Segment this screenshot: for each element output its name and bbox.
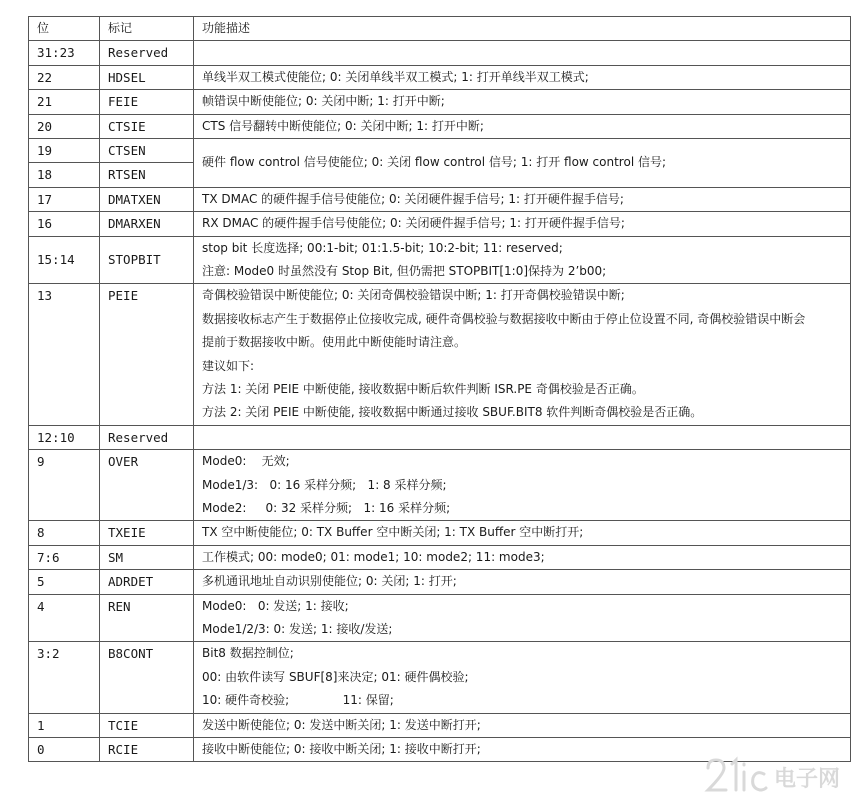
description-line: TX 空中断使能位; 0: TX Buffer 空中断关闭; 1: TX Buffer 空中断打开;: [202, 525, 584, 540]
watermark-digit-1: [732, 760, 736, 790]
field-name: CTSIE: [100, 114, 194, 138]
field-name: PEIE: [100, 284, 194, 425]
field-description: [194, 139, 851, 188]
bit-range: 17: [29, 187, 100, 211]
field-description: [194, 284, 851, 425]
bit-range: 15:14: [29, 236, 100, 284]
bit-range: 13: [29, 284, 100, 425]
field-description: [194, 570, 851, 594]
table-header-row: [29, 17, 851, 41]
field-name: Reserved: [100, 425, 194, 449]
field-description: [194, 41, 851, 65]
field-name: OVER: [100, 450, 194, 521]
description-line: 接收中断使能位; 0: 接收中断关闭; 1: 接收中断打开;: [202, 741, 481, 756]
site-watermark-logo: [702, 754, 852, 798]
header-bit: 位: [29, 17, 100, 41]
table-row: [29, 114, 851, 138]
description-line: 单线半双工模式使能位; 0: 关闭单线半双工模式; 1: 打开单线半双工模式;: [202, 69, 589, 84]
description-line: RX DMAC 的硬件握手信号使能位; 0: 关闭硬件握手信号; 1: 打开硬件握手信号;: [202, 216, 625, 231]
table-row: [29, 545, 851, 569]
table-row: [29, 713, 851, 737]
watermark-text: 电子网: [774, 767, 841, 792]
bit-range: 8: [29, 521, 100, 545]
field-description: [194, 713, 851, 737]
bit-range: 4: [29, 594, 100, 642]
register-bit-table: [28, 16, 851, 762]
description-line: 提前于数据接收中断。使用此中断使能时请注意。: [202, 335, 467, 350]
field-name: RTSEN: [100, 163, 194, 187]
table-row: [29, 65, 851, 89]
description-line: [202, 41, 850, 64]
watermark-digit-2: [708, 760, 726, 790]
table-row: [29, 139, 851, 163]
field-description: [194, 450, 851, 521]
field-name: Reserved: [100, 41, 194, 65]
header-description: 功能描述: [194, 17, 851, 41]
description-line: Bit8 数据控制位;: [202, 646, 294, 661]
field-name: HDSEL: [100, 65, 194, 89]
description-line: [202, 426, 850, 449]
field-description: [194, 65, 851, 89]
description-line: 数据接收标志产生于数据停止位接收完成, 硬件奇偶校验与数据接收中断由于停止位设置不同, 奇偶校验错误中断会: [202, 311, 806, 326]
description-line: 方法 2: 关闭 PEIE 中断使能, 接收数据中断通过接收 SBUF.BIT8 软件判断奇偶校验是否正确。: [202, 405, 703, 420]
field-name: DMATXEN: [100, 187, 194, 211]
field-name: STOPBIT: [100, 236, 194, 284]
field-name: CTSEN: [100, 139, 194, 163]
bit-range: 20: [29, 114, 100, 138]
watermark-letter-c: [753, 773, 766, 790]
description-line: Mode0: 0: 发送; 1: 接收;: [202, 598, 349, 613]
field-description: [194, 425, 851, 449]
description-line: Mode1/3: 0: 16 采样分频; 1: 8 采样分频;: [202, 477, 447, 492]
field-name: REN: [100, 594, 194, 642]
description-line: Mode2: 0: 32 采样分频; 1: 16 采样分频;: [202, 500, 451, 515]
description-line: TX DMAC 的硬件握手信号使能位; 0: 关闭硬件握手信号; 1: 打开硬件握手信号;: [202, 191, 624, 206]
bit-range: 16: [29, 212, 100, 236]
description-line: 奇偶校验错误中断使能位; 0: 关闭奇偶校验错误中断; 1: 打开奇偶校验错误中断;: [202, 288, 625, 303]
bit-range: 21: [29, 90, 100, 114]
field-name: TXEIE: [100, 521, 194, 545]
field-description: [194, 90, 851, 114]
field-description: [194, 521, 851, 545]
table-row: [29, 594, 851, 642]
description-line: 多机通讯地址自动识别使能位; 0: 关闭; 1: 打开;: [202, 574, 457, 589]
table-row: [29, 212, 851, 236]
field-description: [194, 212, 851, 236]
bit-range: 0: [29, 737, 100, 761]
description-line: CTS 信号翻转中断使能位; 0: 关闭中断; 1: 打开中断;: [202, 118, 484, 133]
table-row: [29, 187, 851, 211]
description-line: 建议如下:: [202, 358, 255, 373]
table-row: [29, 642, 851, 713]
description-line: 帧错误中断使能位; 0: 关闭中断; 1: 打开中断;: [202, 94, 445, 109]
field-name: SM: [100, 545, 194, 569]
description-line: 发送中断使能位; 0: 发送中断关闭; 1: 发送中断打开;: [202, 717, 481, 732]
field-description: [194, 187, 851, 211]
table-row: [29, 41, 851, 65]
bit-range: 7:6: [29, 545, 100, 569]
table-row: [29, 284, 851, 425]
table-row: [29, 570, 851, 594]
field-description: [194, 545, 851, 569]
bit-range: 12:10: [29, 425, 100, 449]
bit-range: 9: [29, 450, 100, 521]
field-name: FEIE: [100, 90, 194, 114]
bit-range: 1: [29, 713, 100, 737]
description-line: 00: 由软件读写 SBUF[8]来决定; 01: 硬件偶校验;: [202, 669, 469, 684]
field-name: DMARXEN: [100, 212, 194, 236]
bit-range: 18: [29, 163, 100, 187]
description-line: 注意: Mode0 时虽然没有 Stop Bit, 但仍需把 STOPBIT[1:0]保持为 2’b00;: [202, 264, 607, 279]
table-row: [29, 425, 851, 449]
bit-range: 22: [29, 65, 100, 89]
register-table-container: [28, 16, 850, 762]
field-description: [194, 642, 851, 713]
field-description: [194, 594, 851, 642]
description-line: stop bit 长度选择; 00:1-bit; 01:1.5-bit; 10:2-bit; 11: reserved;: [202, 240, 563, 255]
field-name: RCIE: [100, 737, 194, 761]
description-line: Mode0: 无效;: [202, 454, 290, 469]
field-name: B8CONT: [100, 642, 194, 713]
field-description: [194, 114, 851, 138]
table-row: [29, 90, 851, 114]
description-line: 方法 1: 关闭 PEIE 中断使能, 接收数据中断后软件判断 ISR.PE 奇偶校验是否正确。: [202, 382, 644, 396]
description-line: 10: 硬件奇校验; 11: 保留;: [202, 693, 394, 708]
field-name: ADRDET: [100, 570, 194, 594]
bit-range: 31:23: [29, 41, 100, 65]
bit-range: 19: [29, 139, 100, 163]
field-description: [194, 236, 851, 284]
bit-range: 5: [29, 570, 100, 594]
bit-range: 3:2: [29, 642, 100, 713]
table-row: [29, 450, 851, 521]
description-line: Mode1/2/3: 0: 发送; 1: 接收/发送;: [202, 621, 393, 636]
table-row: [29, 521, 851, 545]
description-line: 工作模式; 00: mode0; 01: mode1; 10: mode2; 11: mode3;: [202, 549, 545, 564]
description-line: 硬件 flow control 信号使能位; 0: 关闭 flow control 信号; 1: 打开 flow control 信号;: [202, 155, 667, 170]
field-name: TCIE: [100, 713, 194, 737]
header-name: 标记: [100, 17, 194, 41]
table-row: [29, 236, 851, 284]
